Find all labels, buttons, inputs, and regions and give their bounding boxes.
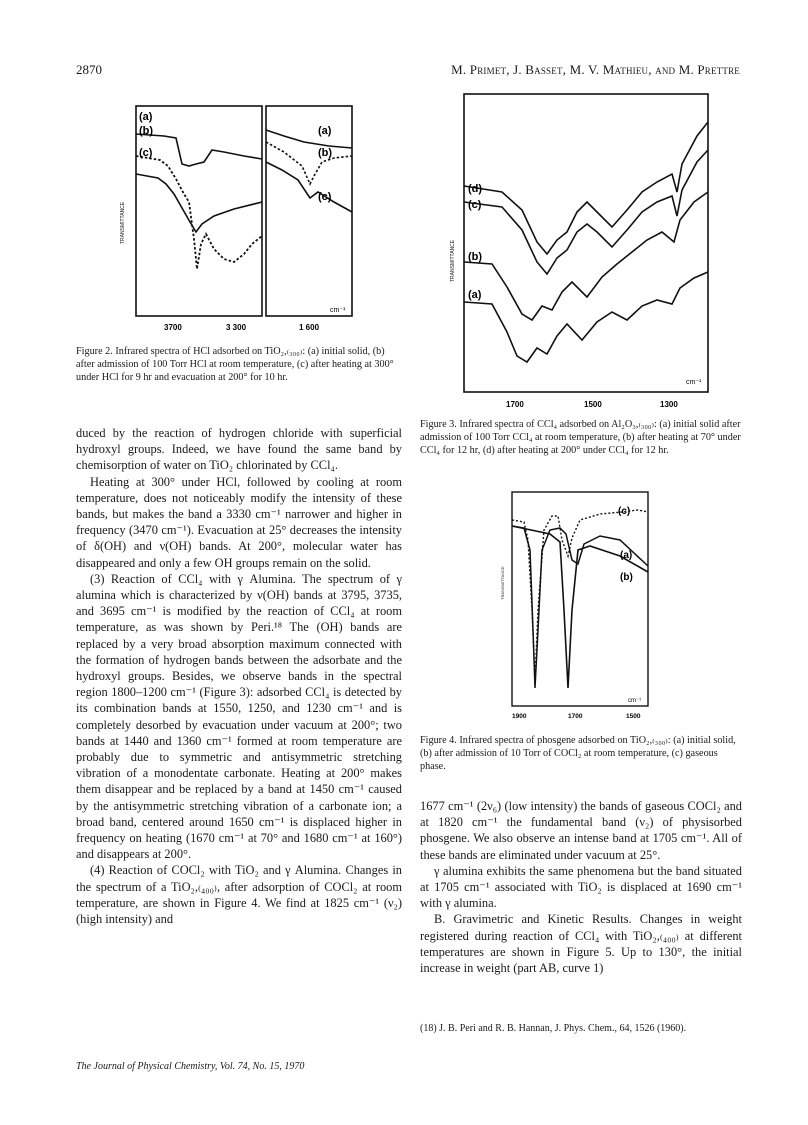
figure-4-plot xyxy=(510,490,650,722)
figure-4-unit: cm⁻¹ xyxy=(628,698,642,704)
figure-3-caption: Figure 3. Infrared spectra of CCl₄ adsorbed on Al₂O₃,₍₃₀₀₎: (a) initial solid after admission of 100 Torr CCl₄ at room temperature, (b) after heating at 70° under CCl₄ for 12 hr, (d) after heating at 200° under CCl₄ for 12 hr. xyxy=(420,419,741,456)
right-column xyxy=(420,798,742,976)
figure-3 xyxy=(450,92,710,414)
figure-2-frame-right xyxy=(266,106,352,316)
figure-3-tick-1700: 1700 xyxy=(506,400,524,409)
figure-2-right-curve-a xyxy=(266,130,352,148)
figure-4-tick-1500: 1500 xyxy=(626,713,641,720)
right-paragraph-2: γ alumina exhibits the same phenomena but the band situated at 1705 cm⁻¹ associated with TiO₂ is displaced at 1690 cm⁻¹ with γ alumina. xyxy=(420,863,742,911)
figure-4-label-b: (b) xyxy=(620,572,633,583)
left-paragraph-2: Heating at 300° under HCl, followed by cooling at room temperature, does not noticeably modify the intensity of these bands, but makes the band a 3330 cm⁻¹ narrower and higher in frequency (3470 cm⁻¹). Evacuation at 25° decreases the intensity of δ(OH) and ν(OH) bands. At 200°, molecular water has disappeared and only a few OH groups remain on the solid. xyxy=(76,474,402,570)
figure-4-label-c: (c) xyxy=(618,506,631,517)
figure-3-ylabel: TRANSMITTANCE xyxy=(450,239,456,282)
figure-3-plot xyxy=(462,92,710,414)
right-paragraph-1: 1677 cm⁻¹ (2ν₆) (low intensity) the bands of gaseous COCl₂ and at 1820 cm⁻¹ the fundamental band (ν₂) of physisorbed phosgene. We also observe an intense band at 1705 cm⁻¹. All of these bands are eliminated under vacuum at 25°. xyxy=(420,799,742,862)
journal-footer: The Journal of Physical Chemistry, Vol. 74, No. 15, 1970 xyxy=(76,1061,305,1072)
left-paragraph-3: (3) Reaction of CCl₄ with γ Alumina. The spectrum of γ alumina which is characterized by ν(OH) bands at 3795, 3735, and 3695 cm⁻¹ is modified by the reaction of CCl₄ at room temperature, as was shown by Peri.¹⁸ The (OH) bands are replaced by a very broad absorption maximum connected with the formation of hydrogen bands between the adsorbate and the hydroxyl groups. Besides, we observe bands in the spectral region 1800–1200 cm⁻¹ (Figure 3): adsorbed CCl₄ is detected by its combination bands at 1550, 1250, and 1230 cm⁻¹ and is completely desorbed by evacuation under vacuum at 200°; two bands at 1440 and 1360 cm⁻¹ formed at room temperature are probably due to symmetric and antisymmetric stretching vibration of a monodentate carbonate. Heating at 200° makes them disappear and be replaced by a band at 1450 cm⁻¹ caused by the antisymmetric stretching vibration of a carbonate ion; a broad band, centered around 1650 cm⁻¹ is displaced higher in frequency on heating (1670 cm⁻¹ at 70° and 1680 cm⁻¹ at 160°) and disappears at 200°. xyxy=(76,571,402,862)
figure-2-curve-a xyxy=(136,134,262,166)
figure-3-label-c: (c) xyxy=(468,199,482,211)
figure-2 xyxy=(120,104,354,336)
figure-3-label-a: (a) xyxy=(468,289,482,301)
figure-2-frame-left xyxy=(136,106,262,316)
figure-3-label-b: (b) xyxy=(468,251,483,263)
page-number: 2870 xyxy=(76,62,102,77)
left-paragraph-4: (4) Reaction of COCl₂ with TiO₂ and γ Alumina. Changes in the spectrum of a TiO₂,₍₄₀₀₎, after adsorption of COCl₂ at room temperature, are shown in Figure 4. We find at 1825 cm⁻¹ (ν₂) (high intensity) and xyxy=(76,863,402,927)
figure-3-label-d: (d) xyxy=(468,183,483,195)
figure-3-tick-1300: 1300 xyxy=(660,400,678,409)
figure-2-unit: cm⁻¹ xyxy=(330,307,346,314)
running-header-authors: M. Primet, J. Basset, M. V. Mathieu, and M. Prettre xyxy=(451,62,740,77)
figure-4-ylabel: TRANSMITTANCE xyxy=(500,566,505,600)
figure-3-frame xyxy=(464,94,708,392)
left-paragraph-1: duced by the reaction of hydrogen chloride with superficial hydroxyl groups. Indeed, we have found the same band by chemisorption of water on TiO₂ chlorinated by CCl₄. xyxy=(76,426,402,473)
figure-2-plot xyxy=(134,104,354,336)
figure-3-tick-1500: 1500 xyxy=(584,400,602,409)
figure-2-right-label-a: (a) xyxy=(318,125,332,137)
figure-4 xyxy=(500,490,650,722)
figure-3-curve-d xyxy=(464,122,708,254)
left-column xyxy=(76,425,402,927)
figure-2-right-curve-c xyxy=(266,162,352,212)
figure-2-ylabel-box xyxy=(120,144,132,264)
figure-2-tick-3300: 3 300 xyxy=(226,323,247,332)
figure-3-curve-c xyxy=(464,150,708,274)
figure-2-right-label-c: (c) xyxy=(318,191,332,203)
figure-4-tick-1700: 1700 xyxy=(568,713,583,720)
figure-2-ylabel: TRANSMITTANCE xyxy=(120,201,126,244)
figure-3-curve-a xyxy=(464,272,708,362)
figure-3-ylabel-box xyxy=(450,192,460,292)
figure-2-curve-c xyxy=(136,174,262,232)
figure-4-caption: Figure 4. Infrared spectra of phosgene adsorbed on TiO₂,₍₃₀₀₎: (a) initial solid, (b) after admission of 10 Torr of COCl₂ at room temperature, (c) gaseous phase. xyxy=(420,735,736,772)
figure-2-tick-1600: 1 600 xyxy=(299,323,320,332)
right-paragraph-3: B. Gravimetric and Kinetic Results. Changes in weight registered during reaction of CCl₄ with TiO₂,₍₄₀₀₎ at different temperatures are shown in Figure 5. Up to 130°, the initial increase in weight (part AB, curve 1) xyxy=(420,912,742,976)
figure-3-unit: cm⁻¹ xyxy=(686,379,702,386)
figure-4-ylabel-box xyxy=(500,530,508,610)
figure-2-label-c: (c) xyxy=(139,147,153,159)
figure-2-caption: Figure 2. Infrared spectra of HCl adsorbed on TiO₂,₍₃₀₀₎: (a) initial solid, (b) after admission of 100 Torr HCl at room temperature, (c) after heating at 300° under HCl for 9 hr and evacuation at 200° for 10 hr. xyxy=(76,346,394,383)
figure-2-right-curve-b xyxy=(266,142,352,184)
figure-2-label-b: (b) xyxy=(139,125,154,137)
figure-2-curve-b xyxy=(136,156,262,269)
figure-4-label-a: (a) xyxy=(620,550,633,561)
footnote-reference-18: (18) J. B. Peri and R. B. Hannan, J. Phys. Chem., 64, 1526 (1960). xyxy=(420,1023,687,1034)
figure-3-curve-b xyxy=(464,192,708,320)
figure-2-tick-3700: 3700 xyxy=(164,323,182,332)
figure-2-right-label-b: (b) xyxy=(318,147,333,159)
figure-2-label-a: (a) xyxy=(139,111,153,123)
figure-4-tick-1900: 1900 xyxy=(512,713,527,720)
